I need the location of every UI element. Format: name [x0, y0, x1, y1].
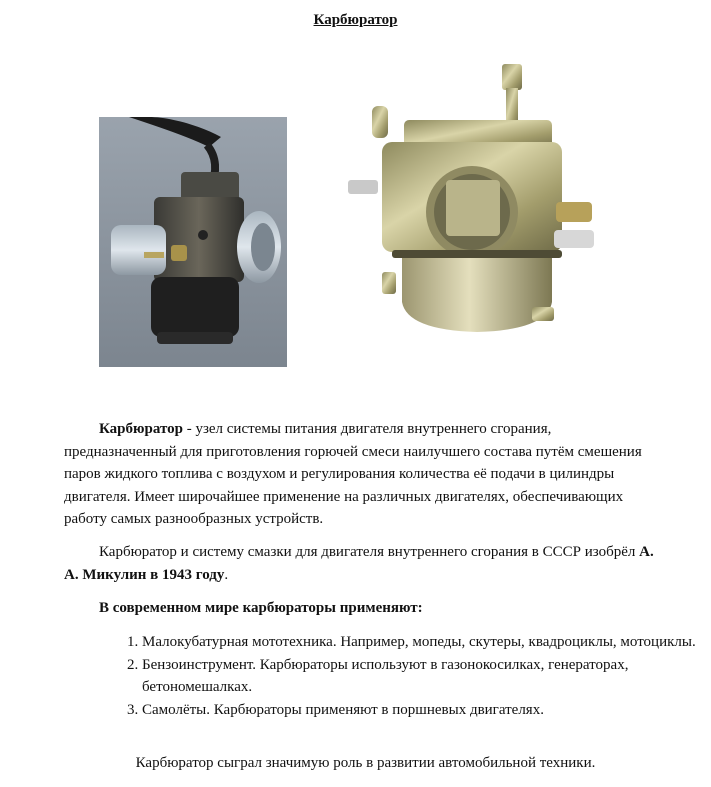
list-heading-text: В современном мире карбюраторы применяют:	[99, 600, 423, 616]
history-text-middle: в	[146, 566, 162, 583]
uses-list	[107, 631, 702, 721]
page-title: Карбюратор	[313, 12, 398, 28]
history-text-after: .	[224, 566, 229, 583]
inventor-name: А. А. Микулин	[64, 544, 654, 583]
list-item: 2. Бензоинструмент. Карбюраторы используют в газонокосилках, генераторах, бетономешалках.	[142, 654, 702, 699]
list-item: 1. Малокубатурная мототехника. Например, мопеды, скутеры, квадроциклы, мотоциклы.	[142, 631, 702, 654]
list-heading	[64, 597, 664, 620]
carburetor-photo-worn	[99, 117, 287, 367]
definition-paragraph	[64, 418, 664, 531]
definition-text: - узел системы питания двигателя внутреннего сгорания, предназначенный для приготовления горючей смеси наилучшего состава путём смешения паров жидкого топлива с воздухом и регулирования количества её подачи в цилиндры двигателя. Имеет широчайшее применение на различных двигателях, обеспечивающих работу самых разнообразных устройств.	[64, 421, 642, 527]
term-bold: Карбюратор	[99, 421, 183, 437]
history-text-before: Карбюратор и систему смазки для двигателя внутреннего сгорания в СССР изобрёл	[99, 544, 640, 560]
history-paragraph	[64, 541, 664, 586]
list-item: 3. Самолёты. Карбюраторы применяют в поршневых двигателях.	[142, 699, 702, 722]
carburetor-photo-brass	[342, 62, 604, 338]
invention-year: 1943 году	[162, 566, 225, 583]
closing-paragraph: Карбюратор сыграл значимую роль в развитии автомобильной техники.	[135, 755, 596, 771]
